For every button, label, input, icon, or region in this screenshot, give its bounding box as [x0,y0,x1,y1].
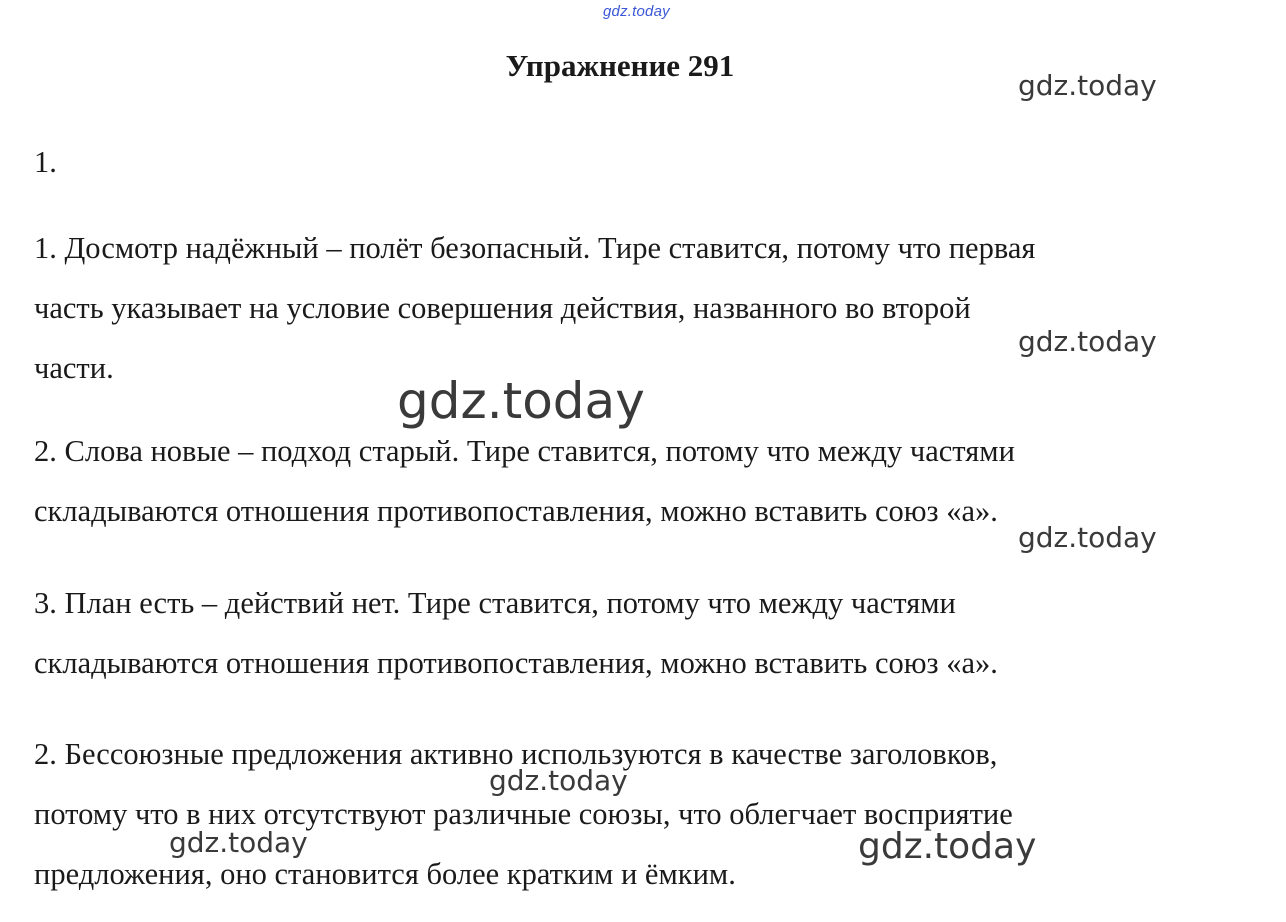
watermark: gdz.today [1018,521,1157,554]
watermark: gdz.today [858,826,1037,867]
text-line-7: складываются отношения противопоставления, можно вставить союз «а». [34,646,998,680]
watermark: gdz.today [489,764,628,797]
watermark: gdz.today [169,826,308,859]
text-line-1: 1. Досмотр надёжный – полёт безопасный. Тире ставится, потому что первая [34,231,1036,265]
watermark: gdz.today [1018,325,1157,358]
top-watermark: gdz.today [603,3,670,20]
text-line-5: складываются отношения противопоставления, можно вставить союз «а». [34,494,998,528]
text-line-3: части. [34,351,114,385]
watermark: gdz.today [1018,69,1157,102]
text-line-4: 2. Слова новые – подход старый. Тире ставится, потому что между частями [34,434,1015,468]
text-line-2: часть указывает на условие совершения действия, названного во второй [34,291,971,325]
text-line-9: потому что в них отсутствуют различные союзы, что облегчает восприятие [34,797,1013,831]
text-line-6: 3. План есть – действий нет. Тире ставится, потому что между частями [34,586,956,620]
exercise-title: Упражнение 291 [505,48,735,83]
watermark: gdz.today [397,372,645,430]
text-line-8: 2. Бессоюзные предложения активно используются в качестве заголовков, [34,737,998,771]
text-line-10: предложения, оно становится более кратким и ёмким. [34,857,736,891]
section-number: 1. [34,145,57,179]
